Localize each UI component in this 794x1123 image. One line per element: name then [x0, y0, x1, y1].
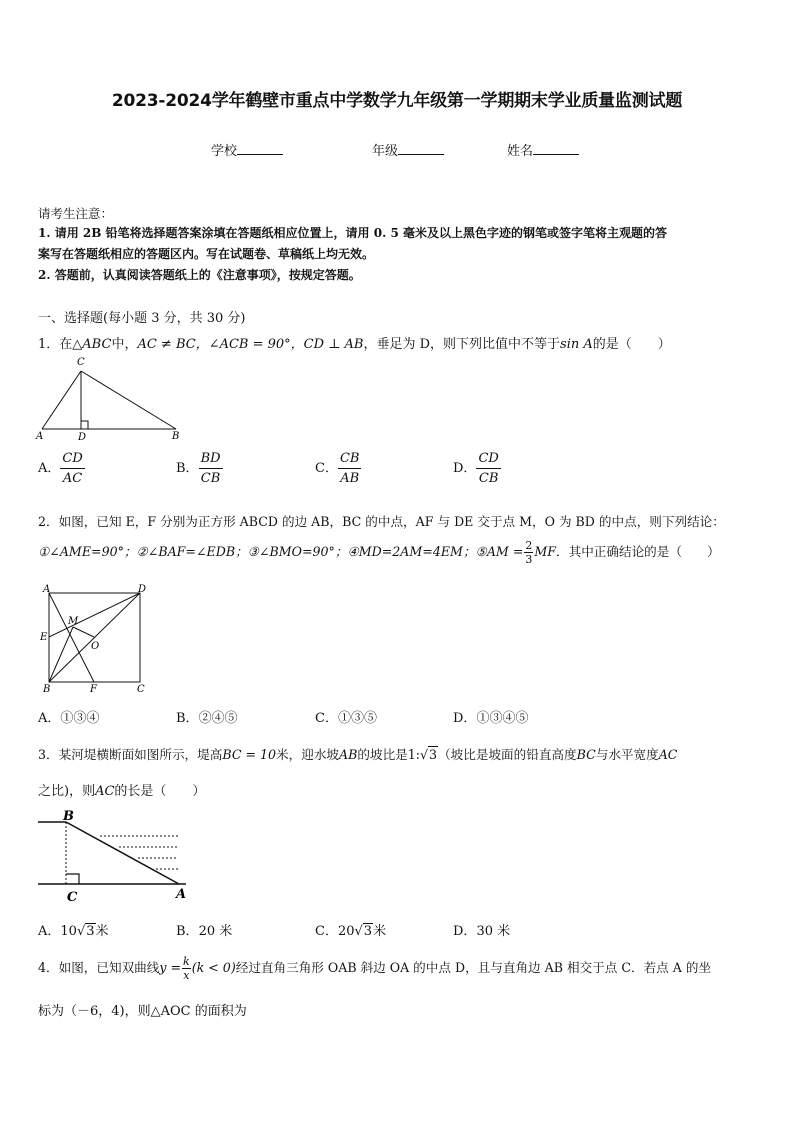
q1-option-d[interactable] [453, 451, 501, 486]
option-label: D． [453, 461, 477, 476]
notice-heading: 请考生注意： [38, 206, 114, 221]
q1-side-ac [42, 371, 81, 429]
q2-am: AM = [486, 544, 524, 559]
denominator: CB [200, 471, 221, 486]
option-label: C． [315, 924, 338, 939]
q2-label-d: D [138, 584, 147, 595]
fraction [199, 451, 223, 486]
question-4-stem-line1 [38, 956, 711, 981]
q3-ac: AC [95, 784, 115, 799]
numerator: 2 [525, 539, 533, 552]
q3-radicand: 3 [429, 747, 438, 762]
q2-label-a: A [43, 584, 51, 595]
q1-label-a: A [36, 431, 44, 442]
q1-label-b: B [172, 431, 180, 442]
section-heading: 一、选择题(每小题 3 分，共 30 分) [38, 311, 246, 326]
grade-label: 年级 [372, 144, 399, 159]
q1-label-d: D [78, 432, 87, 443]
q3-option-c[interactable]: C．20√3米 [315, 924, 387, 939]
q3-text: 米，迎水坡 [276, 747, 340, 762]
q2-option-b[interactable] [176, 707, 238, 726]
q2-text: 如图，已知 E，F 分别为正方形 ABCD 的边 AB，BC 的中点，AF 与 DE 交于点 M，O 为 BD 的中点，则下列结论： [58, 514, 725, 529]
denominator: x [183, 969, 190, 982]
option-text: ②④⑤ [198, 711, 238, 726]
option-text: 20 米 [198, 924, 233, 939]
question-4-stem-line2: 标为（－6，4)，则△AOC 的面积为 [38, 1004, 247, 1019]
q1-triangle-figure [30, 353, 190, 443]
q2-label-e: E [40, 632, 48, 643]
option-label: A． [38, 461, 61, 476]
numerator: BD [199, 451, 223, 469]
denominator: 3 [525, 553, 533, 566]
q2-line-bd [49, 593, 140, 682]
option-coefficient: 10 [60, 924, 77, 939]
name-field[interactable] [507, 140, 579, 159]
q1-conditions: AC ≠ BC，∠ACB = 90°，CD ⊥ AB [137, 337, 364, 352]
option-label: A． [38, 711, 61, 726]
q2-option-d[interactable] [453, 707, 528, 726]
q3-label-a: A [176, 887, 187, 902]
q2-line-de [49, 593, 140, 637]
q4-text: 如图，已知双曲线 [58, 960, 160, 975]
option-label: C． [315, 711, 338, 726]
denominator: CB [478, 471, 499, 486]
q2-label-m: M [68, 616, 79, 627]
denominator: AC [62, 471, 83, 486]
q3-text: 某河堤横断面如图所示，堤高 [58, 747, 223, 762]
option-text: 30 米 [476, 924, 511, 939]
q3-ac: AC [658, 747, 678, 762]
option-label: B． [176, 924, 199, 939]
option-text: ①③④ [60, 711, 100, 726]
numerator: CD [60, 451, 84, 469]
notice-line-1a: 1. 请用 2B 铅笔将选择题答案涂填在答题纸相应位置上，请用 0. 5 毫米及以上黑色字迹的钢笔或签字笔将主观题的答 [38, 226, 667, 240]
q3-option-b[interactable] [176, 920, 232, 939]
q3-text: 的坡比是 [357, 747, 408, 762]
q2-mf: MF [534, 544, 557, 559]
q3-embankment-figure [34, 806, 194, 906]
option-unit: 米 [373, 924, 387, 939]
q1-right-angle-mark [81, 421, 88, 429]
q1-text: ，垂足为 D，则下列比值中不等于 [363, 337, 561, 352]
q2-conclusions: ①∠AME=90°；②∠BAF=∠EDB；③∠BMO=90°；④MD=2AM=4EM；⑤ [38, 544, 487, 559]
q2-option-a[interactable] [38, 707, 99, 726]
q3-option-a[interactable]: A．10√3米 [38, 924, 109, 939]
q4-condition: (k < 0) [191, 960, 236, 975]
q4-fraction [182, 956, 191, 981]
q4-text: 经过直角三角形 OAB 斜边 OA 的中点 D，且与直角边 AB 相交于点 C．若点 A 的坐 [235, 960, 712, 975]
q1-option-a[interactable] [38, 451, 85, 486]
name-blank[interactable] [533, 142, 579, 155]
q2-number: 2． [38, 514, 59, 529]
option-text: ①③④⑤ [476, 711, 529, 726]
q2-option-c[interactable] [315, 707, 377, 726]
q1-text: 中， [111, 337, 138, 352]
school-label: 学校 [211, 144, 238, 159]
q1-sin: sin A [560, 337, 593, 352]
q3-option-d[interactable] [453, 920, 510, 939]
q1-option-b[interactable] [176, 451, 223, 486]
q2-label-b: B [43, 684, 51, 695]
question-3-stem-line2 [38, 780, 205, 799]
q3-bc: BC = 10 [222, 747, 277, 762]
q2-square-figure [34, 581, 159, 696]
option-label: A． [38, 924, 61, 939]
q3-label-c: C [67, 890, 78, 905]
q2-label-c: C [137, 684, 145, 695]
option-radicand: 3 [363, 924, 373, 939]
question-2-stem-line1 [38, 511, 725, 530]
q1-triangle: △ABC [72, 337, 112, 352]
q3-bc: BC [576, 747, 596, 762]
q2-label-o: O [91, 641, 100, 652]
q3-number: 3． [38, 747, 59, 762]
q4-y: y = [159, 960, 182, 975]
q1-number: 1． [38, 337, 60, 352]
numerator: CD [476, 451, 500, 469]
question-2-stem-line2 [38, 540, 720, 565]
q2-line-af [49, 593, 94, 682]
q3-slope-ab [66, 822, 179, 884]
q1-option-c[interactable] [315, 451, 361, 486]
q3-text: 之比)，则 [38, 784, 96, 799]
q2-fraction [524, 540, 533, 565]
q1-text: 的是（ ） [592, 337, 671, 352]
q3-right-angle-mark [66, 874, 79, 884]
page-title: 2023-2024学年鹤壁市重点中学数学九年级第一学期期末学业质量监测试题 [111, 91, 683, 111]
fraction [338, 451, 362, 486]
q3-text: 与水平宽度 [595, 747, 659, 762]
q3-ab: AB [339, 747, 358, 762]
notice-line-2: 2. 答题前，认真阅读答题纸上的《注意事项》，按规定答题。 [38, 268, 361, 282]
q1-side-cb [81, 371, 176, 429]
question-3-stem-line1 [38, 744, 677, 763]
question-1-stem [38, 333, 671, 352]
option-radicand: 3 [86, 924, 95, 939]
q1-label-c: C [77, 357, 85, 368]
q3-text: 的长是（ ） [114, 784, 206, 799]
grade-field[interactable] [372, 140, 444, 159]
q3-ratio: 1: [407, 747, 421, 762]
denominator: AB [340, 471, 360, 486]
q2-label-f: F [90, 684, 97, 695]
notice-line-1b: 案写在答题纸相应的答题区内。写在试题卷、草稿纸上均无效。 [38, 247, 375, 261]
option-unit: 米 [95, 924, 109, 939]
school-field[interactable] [211, 140, 283, 159]
fraction [60, 451, 84, 486]
q3-text: （坡比是坡面的铅直高度 [438, 747, 577, 762]
option-label: D． [453, 924, 477, 939]
numerator: CB [338, 451, 362, 469]
option-label: B． [176, 711, 199, 726]
option-coefficient: 20 [337, 924, 355, 939]
q2-text: ．其中正确结论的是（ ） [556, 544, 720, 559]
grade-blank[interactable] [398, 142, 444, 155]
q4-number: 4． [38, 960, 59, 975]
q2-line-mo [73, 627, 94, 637]
option-text: ①③⑤ [337, 711, 377, 726]
option-label: C． [315, 461, 338, 476]
option-label: D． [453, 711, 477, 726]
name-label: 姓名 [507, 144, 534, 159]
numerator: k [183, 955, 190, 968]
q3-sqrt: √3 [420, 747, 438, 762]
school-blank[interactable] [237, 142, 283, 155]
q1-text: 在 [59, 337, 73, 352]
option-label: B． [176, 461, 199, 476]
fraction [476, 451, 500, 486]
q3-label-b: B [63, 809, 74, 824]
